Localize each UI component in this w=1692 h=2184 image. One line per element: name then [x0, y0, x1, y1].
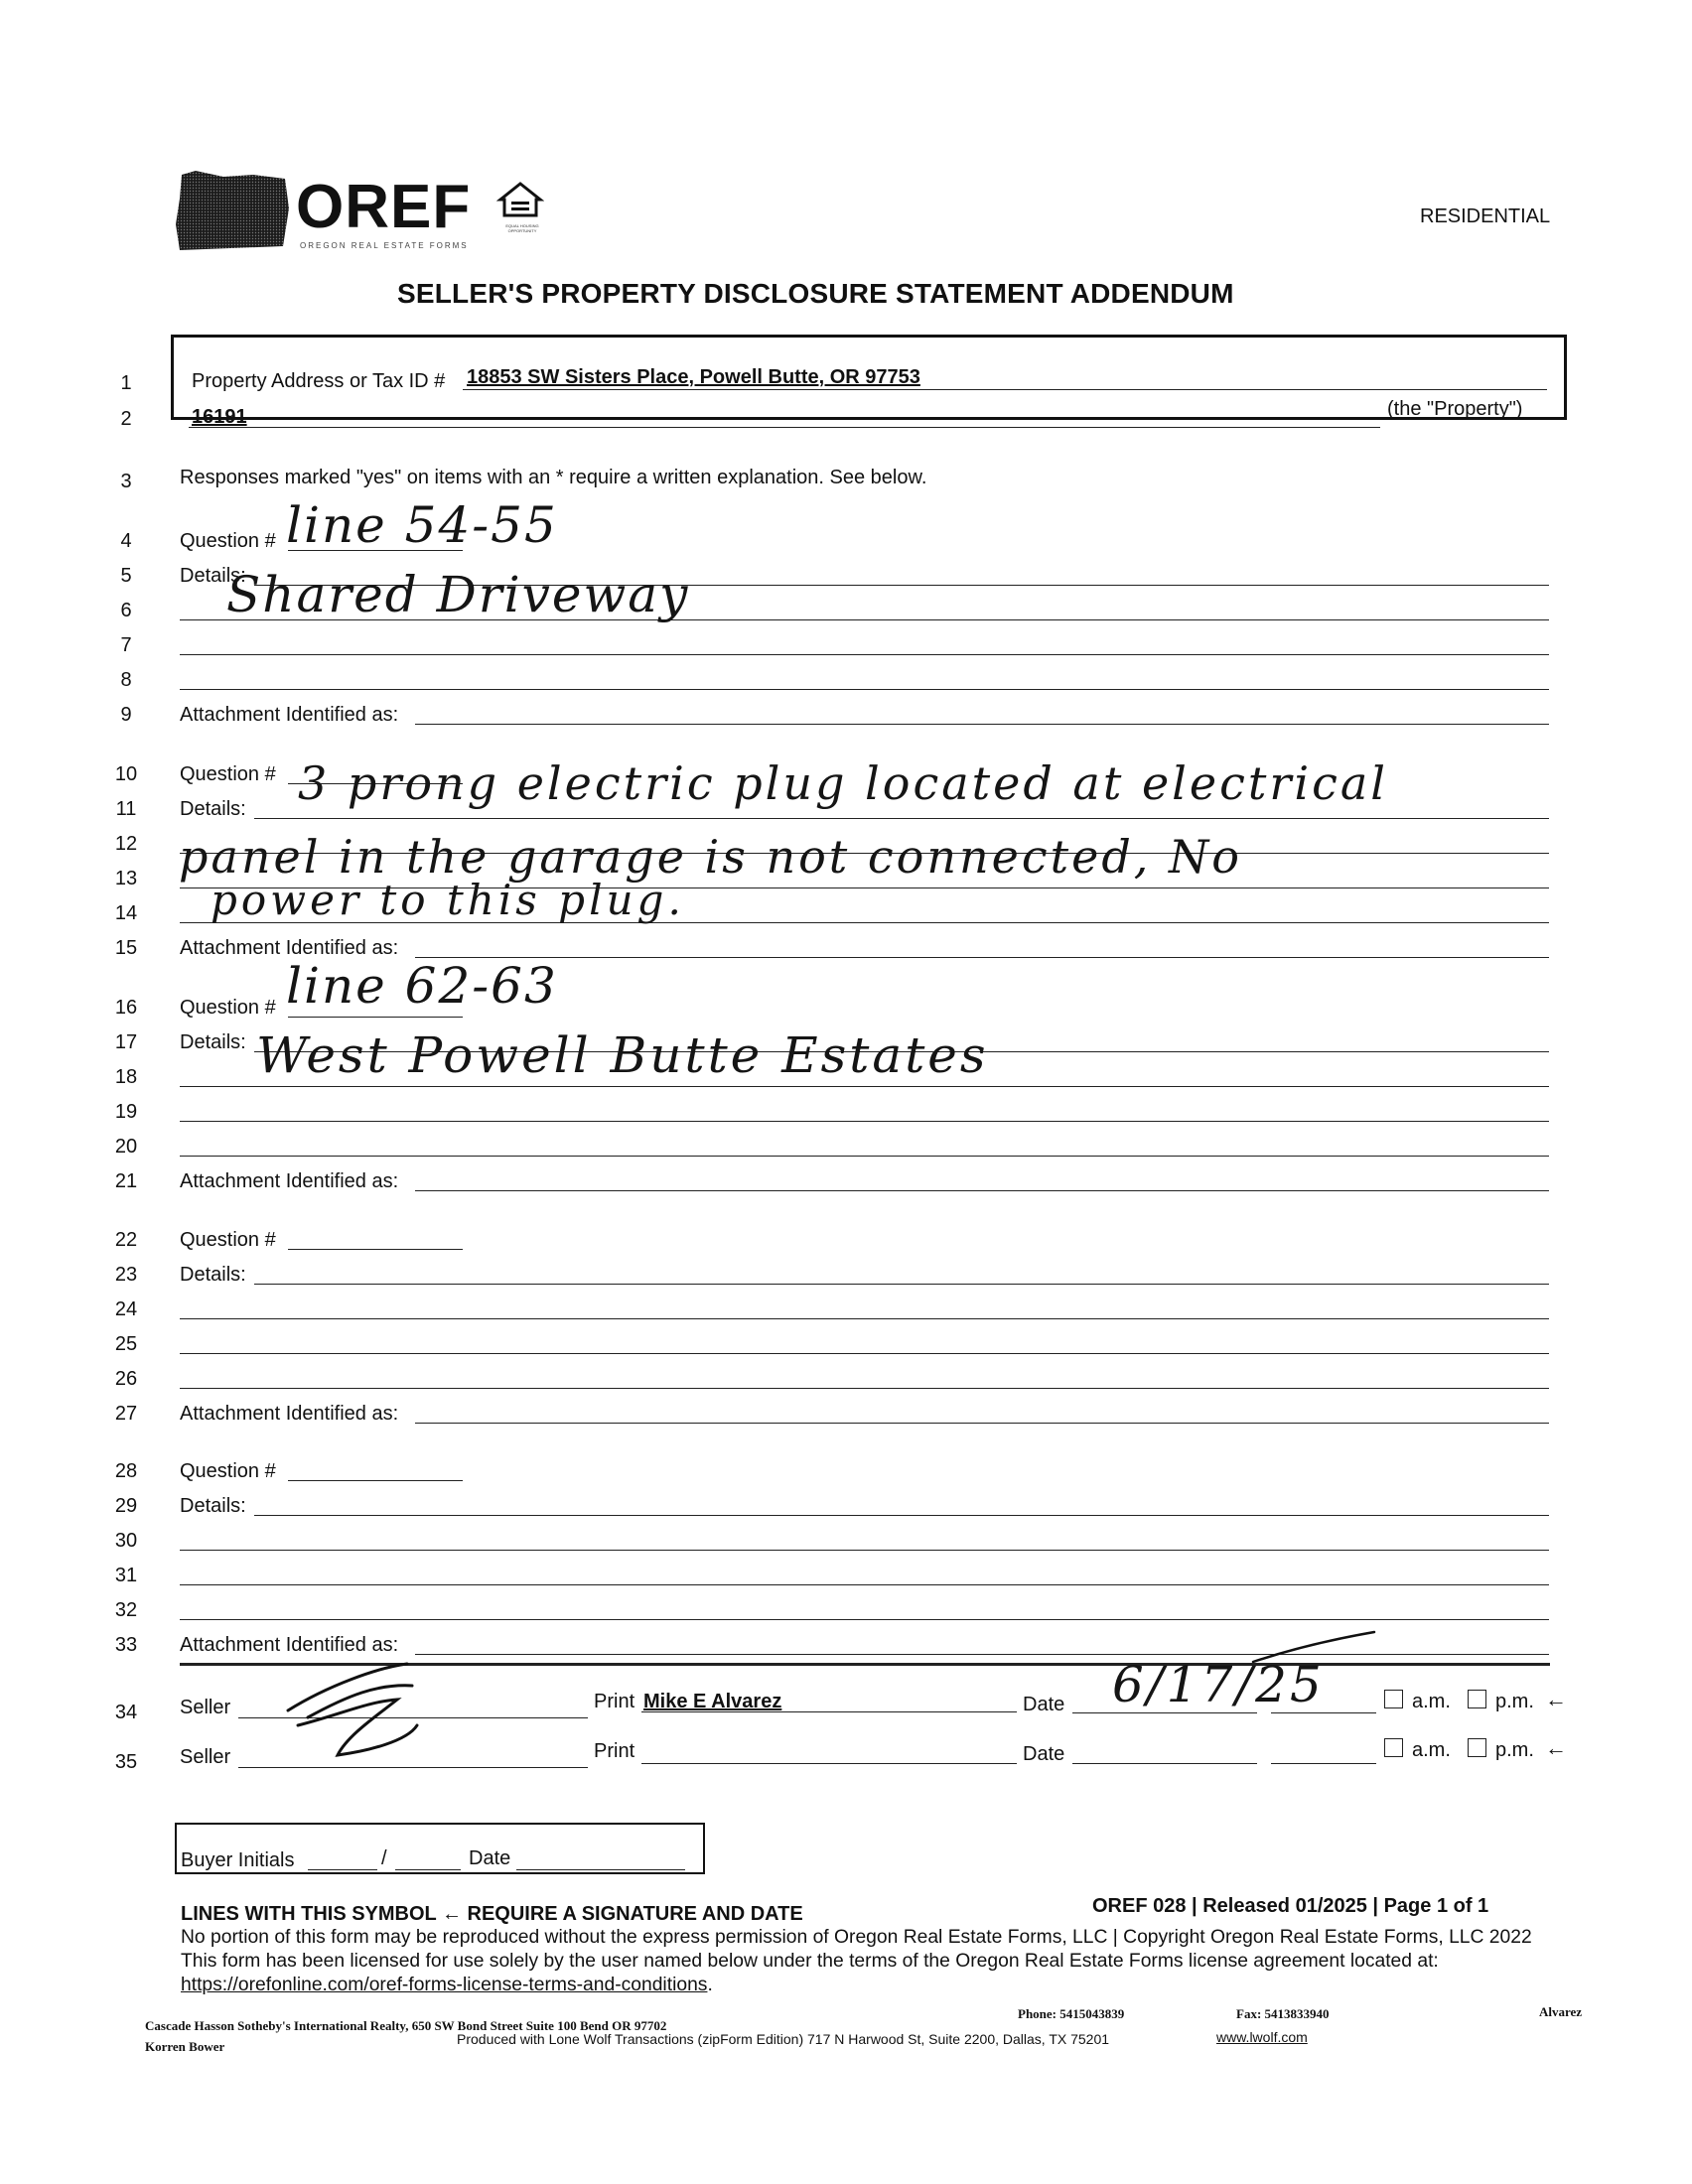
property-label: Property Address or Tax ID # — [192, 370, 446, 392]
line-number: 35 — [114, 1751, 138, 1773]
footer-url-link[interactable]: https://orefonline.com/oref-forms-license-terms-and-conditions — [181, 1975, 708, 1995]
line-number: 19 — [114, 1101, 138, 1123]
attachment-field-5[interactable] — [415, 1654, 1549, 1655]
property-tax-id[interactable]: 16191 — [192, 406, 247, 428]
line-number: 33 — [114, 1634, 138, 1656]
line-number: 30 — [114, 1530, 138, 1552]
footer-brokerage: Cascade Hasson Sotheby's International Realty, 650 SW Bond Street Suite 100 Bend OR 97702 — [145, 2018, 667, 2033]
seller1-date-label: Date — [1023, 1694, 1065, 1715]
details-label-3: Details: — [180, 1031, 246, 1053]
footer-symbol-note: LINES WITH THIS SYMBOL ← REQUIRE A SIGNATURE AND DATE — [181, 1903, 803, 1925]
question-field-4[interactable] — [288, 1249, 463, 1250]
details-label-1: Details: — [180, 565, 246, 587]
line-number: 14 — [114, 902, 138, 924]
line-number: 5 — [120, 565, 132, 587]
attachment-label-4: Attachment Identified as: — [180, 1403, 399, 1425]
logo-text: OREF — [296, 173, 472, 241]
date-stroke — [1249, 1628, 1378, 1668]
logo-subtext: OREGON REAL ESTATE FORMS — [300, 241, 469, 250]
line-number: 23 — [114, 1264, 138, 1286]
equal-housing-text: EQUAL HOUSING OPPORTUNITY — [505, 223, 539, 233]
line-number: 28 — [114, 1460, 138, 1482]
seller2-pm-label: p.m. — [1495, 1739, 1534, 1761]
question-label-4: Question # — [180, 1229, 276, 1251]
details-label-4: Details: — [180, 1264, 246, 1286]
q2-details-handwritten-line3[interactable]: power to this plug. — [211, 876, 685, 924]
footer-form-info: OREF 028 | Released 01/2025 | Page 1 of 1 — [1092, 1895, 1489, 1917]
details-field-4[interactable] — [254, 1284, 1549, 1285]
question-label-2: Question # — [180, 763, 276, 785]
footer-license: This form has been licensed for use solely by the user named below under the terms of the Oregon Real Estate Forms license agreement located at: — [181, 1951, 1439, 1972]
seller1-arrow: ← — [1545, 1687, 1567, 1711]
seller1-date-handwritten[interactable]: 6/17/25 — [1112, 1656, 1325, 1713]
instructions: Responses marked "yes" on items with an * require a written explanation. See below. — [180, 467, 927, 488]
line-number: 31 — [114, 1565, 138, 1586]
line-number: 26 — [114, 1368, 138, 1390]
line-number: 2 — [120, 408, 132, 430]
line-number: 10 — [114, 763, 138, 785]
details-label-5: Details: — [180, 1495, 246, 1517]
seller2-arrow: ← — [1545, 1735, 1567, 1760]
line-number: 7 — [120, 634, 132, 656]
line-number: 18 — [114, 1066, 138, 1088]
line-number: 27 — [114, 1403, 138, 1425]
footer-produced: Produced with Lone Wolf Transactions (zipForm Edition) 717 N Harwood St, Suite 2200, Dallas, TX 75201 — [457, 2031, 1110, 2047]
seller2-pm-checkbox[interactable] — [1468, 1738, 1486, 1757]
question-label-5: Question # — [180, 1460, 276, 1482]
seller2-print-label: Print — [594, 1740, 635, 1762]
seller1-am-checkbox[interactable] — [1384, 1690, 1403, 1708]
seller2-date-label: Date — [1023, 1743, 1065, 1765]
question-field-3[interactable] — [288, 1017, 463, 1018]
line-number: 21 — [114, 1170, 138, 1192]
line-number: 9 — [120, 704, 132, 726]
attachment-field-4[interactable] — [415, 1423, 1549, 1424]
footer-agent: Korren Bower — [145, 2039, 225, 2054]
line-number: 6 — [120, 600, 132, 621]
details-label-2: Details: — [180, 798, 246, 820]
attachment-field-3[interactable] — [415, 1190, 1549, 1191]
attachment-field-1[interactable] — [415, 724, 1549, 725]
form-title: SELLER'S PROPERTY DISCLOSURE STATEMENT ADDENDUM — [397, 278, 1234, 309]
oregon-logo-icon — [174, 169, 293, 252]
line-number: 25 — [114, 1333, 138, 1355]
q3-details-handwritten[interactable]: West Powell Butte Estates — [256, 1026, 989, 1084]
q2-details-handwritten-line1[interactable]: 3 prong electric plug located at electrical — [298, 756, 1388, 810]
buyer-initials-label: Buyer Initials — [181, 1849, 295, 1871]
line-number: 8 — [120, 669, 132, 691]
seller1-pm-label: p.m. — [1495, 1691, 1534, 1712]
footer-url-suffix: . — [707, 1975, 713, 1995]
seller2-label: Seller — [180, 1746, 231, 1768]
q1-question-handwritten[interactable]: line 54-55 — [286, 496, 558, 554]
buyer-date-label: Date — [469, 1847, 511, 1869]
seller1-signature — [268, 1656, 427, 1775]
attachment-label-1: Attachment Identified as: — [180, 704, 399, 726]
seller1-pm-checkbox[interactable] — [1468, 1690, 1486, 1708]
q2-details-handwritten-line2[interactable]: panel in the garage is not connected, No — [179, 830, 1242, 884]
seller1-print-label: Print — [594, 1691, 635, 1712]
buyer-initials-slash: / — [381, 1847, 387, 1869]
line-number: 32 — [114, 1599, 138, 1621]
line-number: 16 — [114, 997, 138, 1019]
details-field-5[interactable] — [254, 1515, 1549, 1516]
property-suffix: (the "Property") — [1387, 398, 1523, 420]
question-field-5[interactable] — [288, 1480, 463, 1481]
question-label-3: Question # — [180, 997, 276, 1019]
attachment-label-3: Attachment Identified as: — [180, 1170, 399, 1192]
question-label-1: Question # — [180, 530, 276, 552]
seller1-am-label: a.m. — [1412, 1691, 1451, 1712]
attachment-label-2: Attachment Identified as: — [180, 937, 399, 959]
q1-details-handwritten[interactable]: Shared Driveway — [226, 566, 690, 623]
line-number: 34 — [114, 1702, 138, 1723]
seller1-label: Seller — [180, 1697, 231, 1718]
footer-phone: Phone: 5415043839 — [1018, 2006, 1125, 2021]
line-number: 12 — [114, 833, 138, 855]
footer-fax: Fax: 5413833940 — [1236, 2006, 1330, 2021]
line-number: 1 — [120, 372, 132, 394]
form-type: RESIDENTIAL — [1420, 205, 1551, 227]
footer-website[interactable]: www.lwolf.com — [1216, 2029, 1308, 2045]
attachment-field-2[interactable] — [415, 957, 1549, 958]
seller2-am-checkbox[interactable] — [1384, 1738, 1403, 1757]
line-number: 13 — [114, 868, 138, 889]
line-number: 20 — [114, 1136, 138, 1158]
footer-client: Alvarez — [1539, 2004, 1583, 2019]
line-number: 22 — [114, 1229, 138, 1251]
details-field-2[interactable] — [254, 818, 1549, 819]
line-number: 24 — [114, 1298, 138, 1320]
line-number: 3 — [120, 471, 132, 492]
footer-url-line — [181, 1976, 713, 1994]
q3-question-handwritten[interactable]: line 62-63 — [286, 957, 558, 1015]
line-number: 17 — [114, 1031, 138, 1053]
line-number: 15 — [114, 937, 138, 959]
seller1-print-value[interactable]: Mike E Alvarez — [643, 1691, 782, 1712]
line-number: 11 — [115, 798, 137, 820]
equal-housing-icon — [496, 182, 544, 221]
seller2-am-label: a.m. — [1412, 1739, 1451, 1761]
line-number: 4 — [120, 530, 132, 552]
line-number: 29 — [114, 1495, 138, 1517]
attachment-label-5: Attachment Identified as: — [180, 1634, 399, 1656]
property-address[interactable]: 18853 SW Sisters Place, Powell Butte, OR 97753 — [467, 366, 920, 388]
footer-copyright: No portion of this form may be reproduced without the express permission of Oregon Real Estate Forms, LLC | Copyright Oregon Real Estate Forms, LLC 2022 — [181, 1927, 1532, 1948]
